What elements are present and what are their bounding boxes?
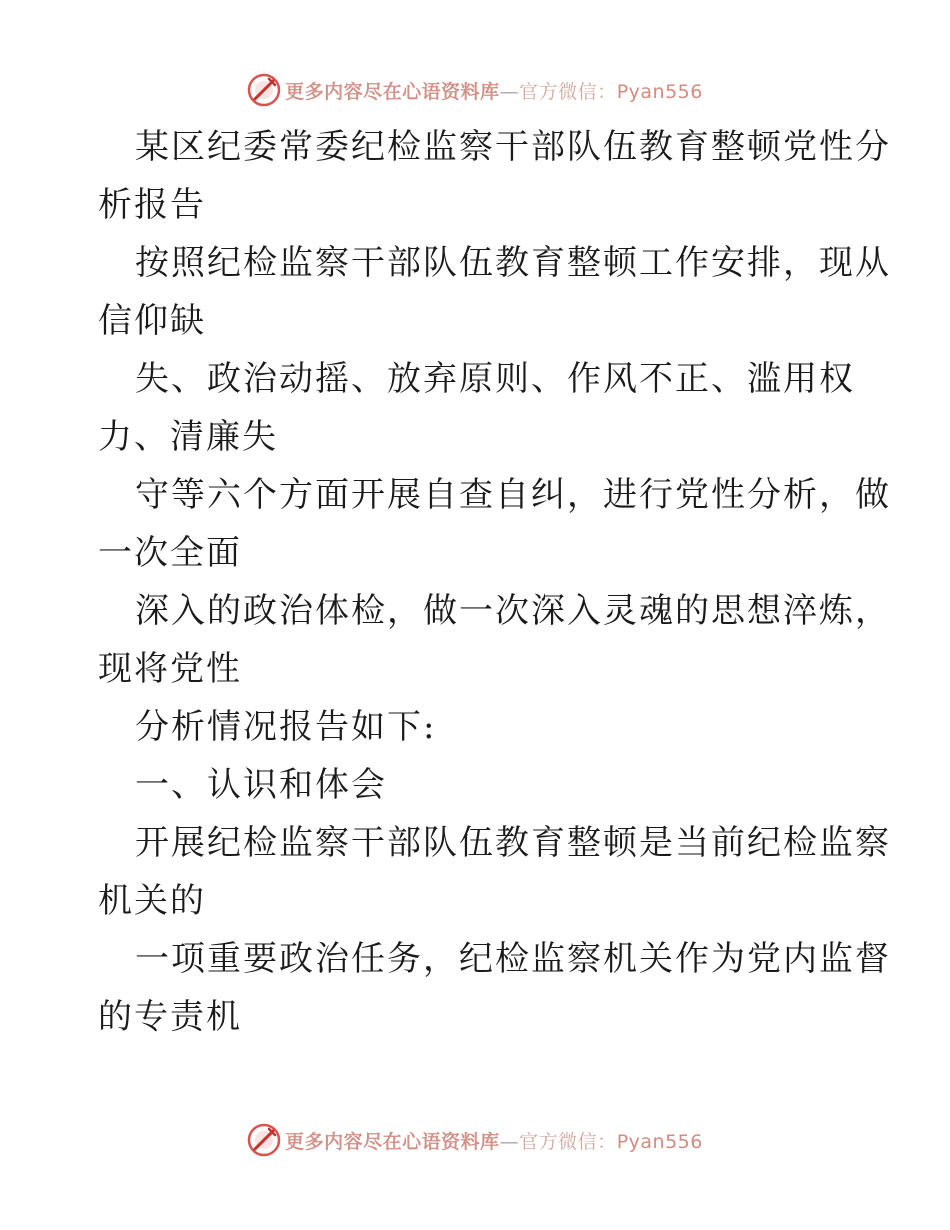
watermark-dash: — <box>499 80 520 103</box>
text-line: 某区纪委常委纪检监察干部队伍教育整顿党性分 <box>135 127 891 167</box>
text-line: 机关的 <box>98 881 206 921</box>
watermark-wechat-id: Pyan556 <box>616 1130 703 1153</box>
text-line: 失、政治动摇、放弃原则、作风不正、滥用权 <box>135 359 855 399</box>
watermark-text <box>285 1127 703 1154</box>
footer-watermark <box>0 1120 950 1160</box>
watermark-dash: — <box>499 1130 520 1153</box>
text-line: 现将党性 <box>98 649 242 689</box>
text-line: 深入的政治体检，做一次深入灵魂的思想淬炼， <box>135 591 891 631</box>
text-line: 力、清廉失 <box>98 417 278 457</box>
text-line: 守等六个方面开展自查自纠，进行党性分析，做 <box>135 475 891 515</box>
watermark-brand: 更多内容尽在心语资料库 <box>285 1130 500 1153</box>
text-line: 析报告 <box>98 185 206 225</box>
text-line: 开展纪检监察干部队伍教育整顿是当前纪检监察 <box>135 823 891 863</box>
header-watermark <box>0 70 950 110</box>
watermark-brand: 更多内容尽在心语资料库 <box>285 80 500 103</box>
text-line: 的专责机 <box>98 997 242 1037</box>
text-line: 分析情况报告如下: <box>135 707 437 747</box>
document-body <box>98 118 891 1046</box>
watermark-wechat-label: 官方微信： <box>519 80 617 103</box>
watermark-wechat-id: Pyan556 <box>616 80 703 103</box>
text-line: 一项重要政治任务，纪检监察机关作为党内监督 <box>135 939 891 979</box>
brand-logo-icon <box>247 1123 281 1157</box>
watermark-wechat-label: 官方微信： <box>519 1130 617 1153</box>
text-line: 信仰缺 <box>98 301 206 341</box>
brand-logo-icon <box>247 73 281 107</box>
text-line: 一次全面 <box>98 533 242 573</box>
watermark-text <box>285 77 703 104</box>
text-line: 按照纪检监察干部队伍教育整顿工作安排，现从 <box>135 243 891 283</box>
text-line: 一、认识和体会 <box>135 765 387 805</box>
